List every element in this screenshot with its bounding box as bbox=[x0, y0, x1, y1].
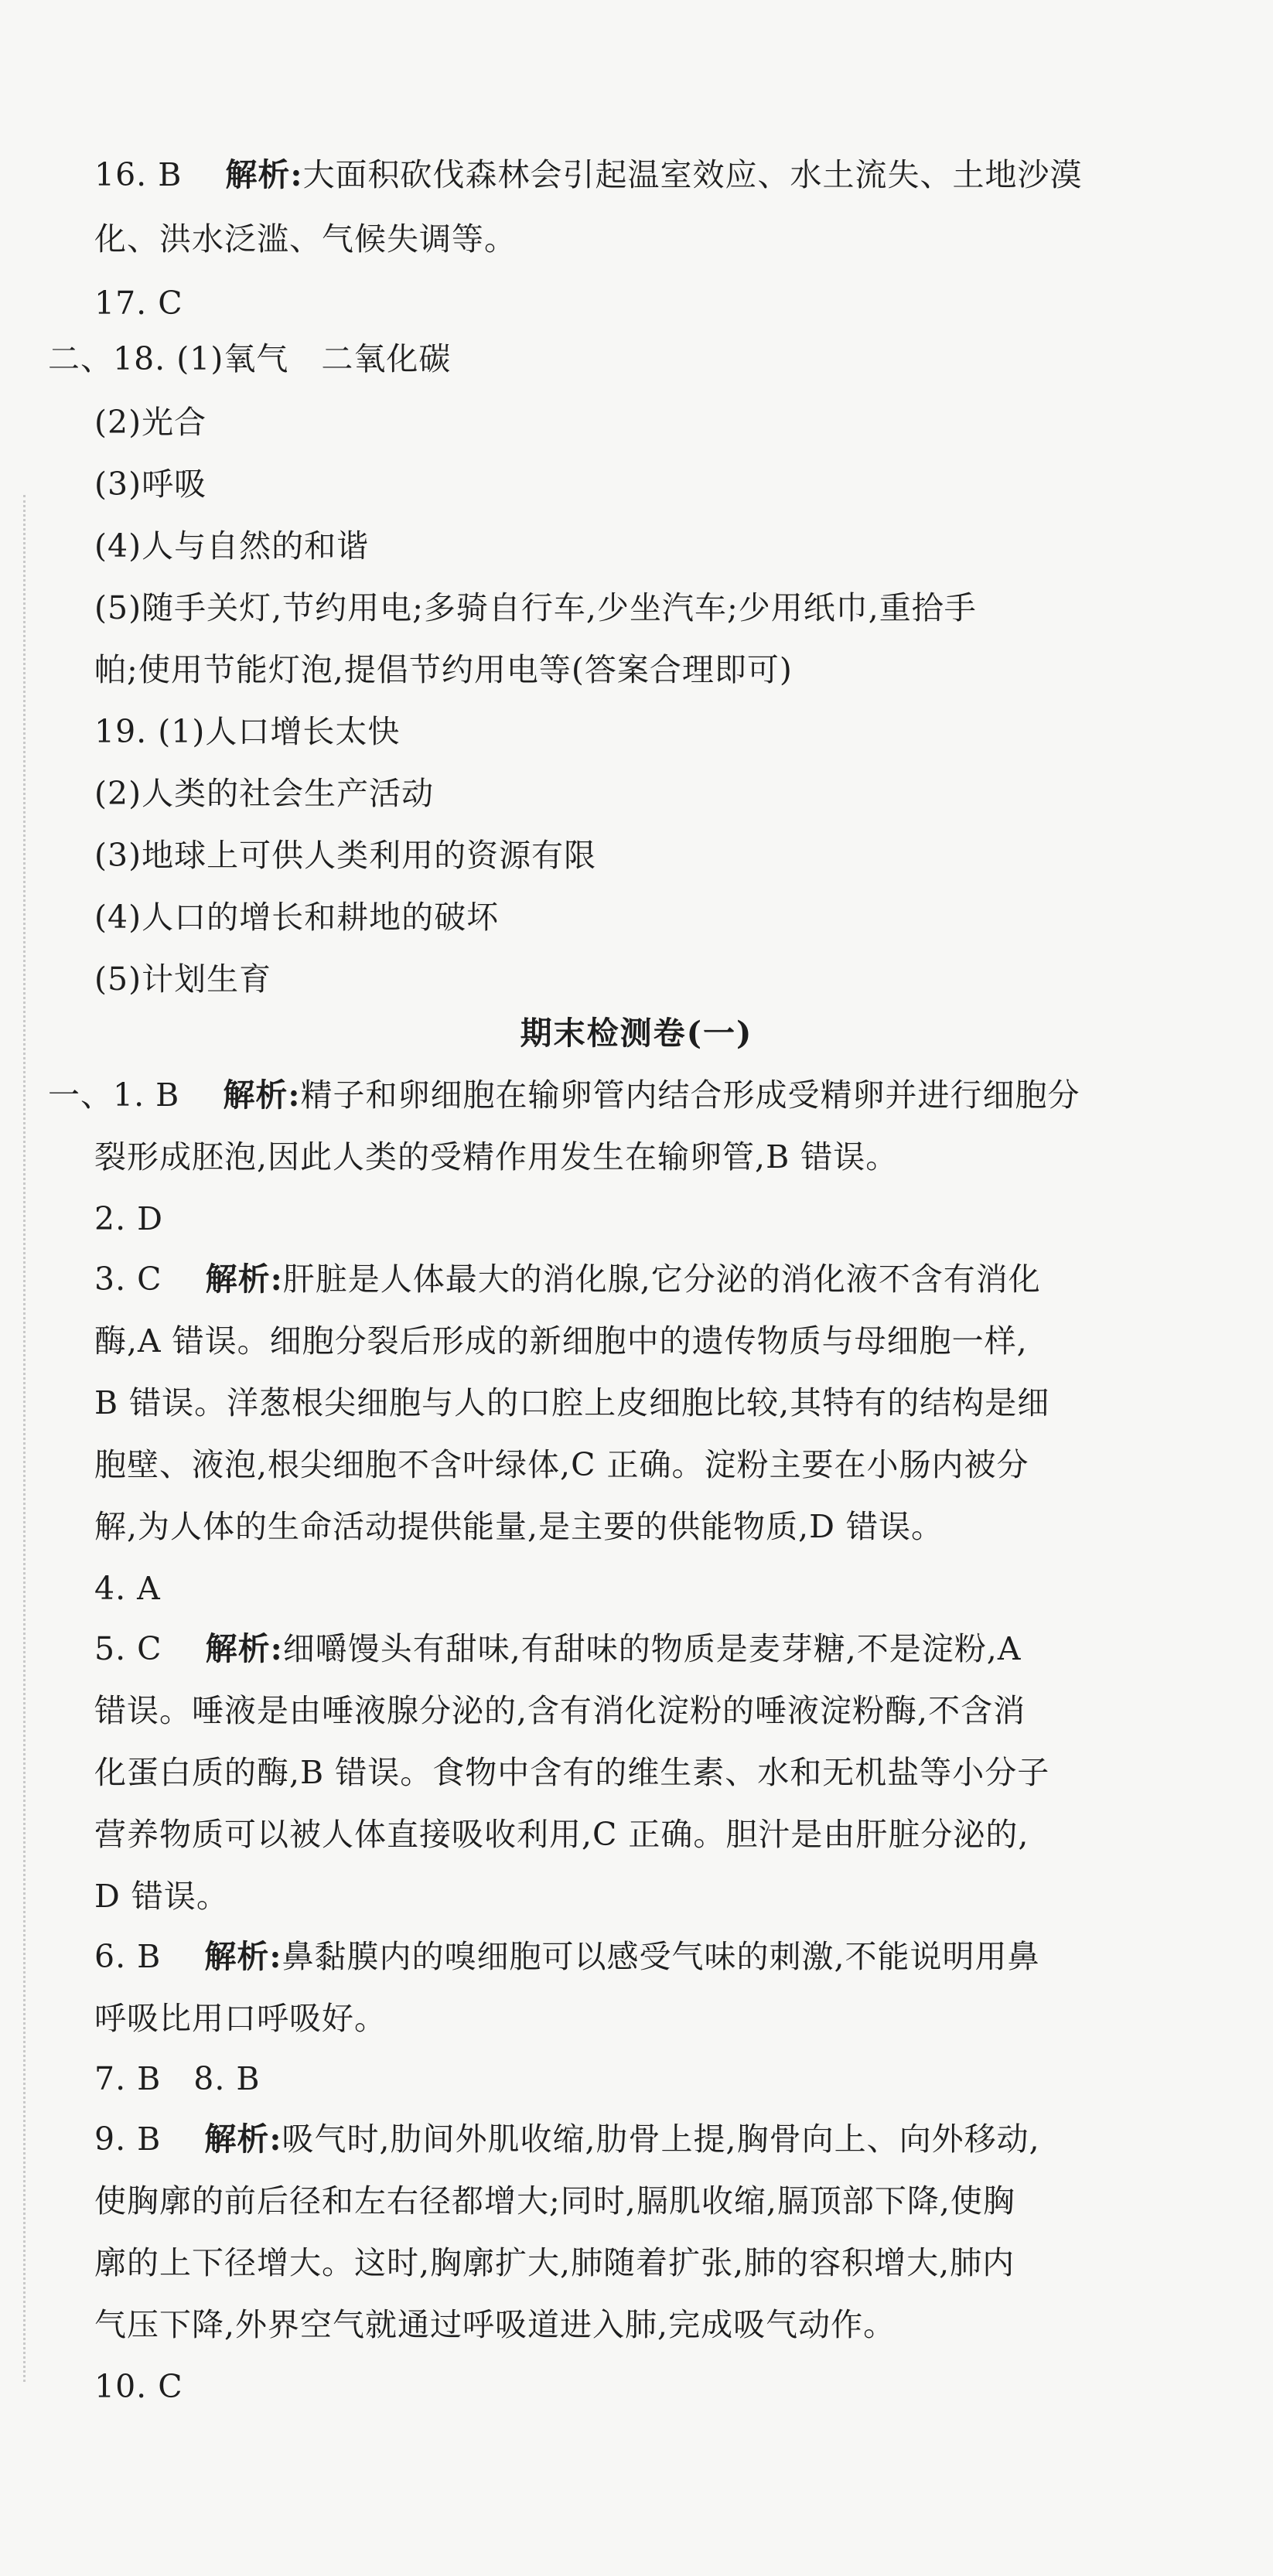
answer-text: (5)计划生育 bbox=[94, 960, 272, 998]
analysis-label: 解析: bbox=[205, 1261, 283, 1298]
answer-19-5 bbox=[94, 959, 271, 999]
answer-5-cont-3 bbox=[94, 1814, 1029, 1854]
answer-2 bbox=[94, 1199, 163, 1239]
answer-19-1 bbox=[94, 711, 400, 752]
answer-text: 帕;使用节能灯泡,提倡节约用电等(答案合理即可) bbox=[94, 651, 793, 688]
analysis-text: 化、洪水泛滥、气候失调等。 bbox=[94, 220, 517, 258]
answer-16 bbox=[94, 155, 1083, 195]
analysis-label: 解析: bbox=[223, 1076, 301, 1114]
answer-18-5 bbox=[94, 588, 977, 628]
analysis-text: 营养物质可以被人体直接吸收利用,C 正确。胆汁是由肝脏分泌的, bbox=[94, 1816, 1029, 1853]
answer-text: (2)光合 bbox=[94, 404, 207, 441]
answer-19-2 bbox=[94, 773, 434, 814]
answer-18-1 bbox=[48, 339, 451, 379]
answer-number: 10. C bbox=[94, 2368, 183, 2405]
answer-text: (3)呼吸 bbox=[94, 466, 207, 503]
answer-17 bbox=[94, 283, 183, 323]
analysis-label: 解析: bbox=[204, 1938, 282, 1975]
analysis-text: 大面积砍伐森林会引起温室效应、水土流失、土地沙漠 bbox=[302, 156, 1083, 193]
analysis-text: 解,为人体的生命活动提供能量,是主要的供能物质,D 错误。 bbox=[94, 1508, 944, 1545]
answer-number: 17. C bbox=[94, 285, 183, 322]
analysis-text: 酶,A 错误。细胞分裂后形成的新细胞中的遗传物质与母细胞一样, bbox=[94, 1322, 1028, 1360]
answer-9-cont-1 bbox=[94, 2181, 1015, 2221]
answer-3-cont-2 bbox=[94, 1383, 1049, 1423]
answer-9 bbox=[94, 2119, 1040, 2159]
answer-19-3 bbox=[94, 835, 596, 875]
answer-number: 4. A bbox=[94, 1570, 161, 1607]
answer-text: (2)人类的社会生产活动 bbox=[94, 775, 435, 812]
answer-9-cont-3 bbox=[94, 2305, 896, 2345]
answer-5-cont-4 bbox=[94, 1876, 229, 1916]
answer-number: 9. B bbox=[94, 2121, 162, 2158]
analysis-label: 解析: bbox=[204, 2121, 282, 2158]
binding-margin-dots bbox=[23, 495, 26, 2382]
answer-10 bbox=[94, 2366, 183, 2407]
answer-7-8 bbox=[94, 2059, 261, 2099]
analysis-text: D 错误。 bbox=[94, 1878, 229, 1915]
answer-19-4 bbox=[94, 897, 499, 937]
section-title: 期末检测卷(一) bbox=[520, 1015, 753, 1052]
answer-1 bbox=[48, 1075, 1080, 1115]
answer-number: 2. D bbox=[94, 1200, 164, 1237]
answer-6 bbox=[94, 1936, 1040, 1977]
answer-5-cont-1 bbox=[94, 1691, 1026, 1731]
answer-number: 19. (1) bbox=[94, 713, 206, 750]
analysis-text: 吸气时,肋间外肌收缩,肋骨上提,胸骨向上、向外移动, bbox=[282, 2121, 1040, 2158]
analysis-text: 胞壁、液泡,根尖细胞不含叶绿体,C 正确。淀粉主要在小肠内被分 bbox=[94, 1446, 1029, 1483]
analysis-label: 解析: bbox=[225, 156, 303, 193]
answer-3-cont-3 bbox=[94, 1445, 1029, 1485]
answer-text: 氧气 二氧化碳 bbox=[224, 340, 452, 377]
answer-number: 6. B bbox=[94, 1938, 162, 1975]
answer-3-cont-4 bbox=[94, 1506, 944, 1547]
analysis-text: 使胸廓的前后径和左右径都增大;同时,膈肌收缩,膈顶部下降,使胸 bbox=[94, 2182, 1015, 2219]
analysis-text: B 错误。洋葱根尖细胞与人的口腔上皮细胞比较,其特有的结构是细 bbox=[94, 1384, 1050, 1421]
analysis-text: 肝脏是人体最大的消化腺,它分泌的消化液不含有消化 bbox=[282, 1261, 1041, 1298]
answer-1-cont bbox=[94, 1137, 898, 1177]
answer-text: (4)人口的增长和耕地的破坏 bbox=[94, 899, 500, 936]
analysis-text: 裂形成胚泡,因此人类的受精作用发生在输卵管,B 错误。 bbox=[94, 1138, 899, 1175]
answer-6-cont bbox=[94, 1998, 387, 2039]
answer-18-4 bbox=[94, 526, 369, 566]
analysis-text: 化蛋白质的酶,B 错误。食物中含有的维生素、水和无机盐等小分子 bbox=[94, 1754, 1050, 1791]
answer-text: 人口增长太快 bbox=[205, 713, 401, 750]
answer-number: 16. B bbox=[94, 156, 183, 193]
analysis-text: 错误。唾液是由唾液腺分泌的,含有消化淀粉的唾液淀粉酶,不含消 bbox=[94, 1692, 1026, 1729]
analysis-text: 鼻黏膜内的嗅细胞可以感受气味的刺激,不能说明用鼻 bbox=[282, 1938, 1040, 1975]
analysis-text: 气压下降,外界空气就通过呼吸道进入肺,完成吸气动作。 bbox=[94, 2306, 896, 2343]
answer-4 bbox=[94, 1568, 161, 1609]
answer-9-cont-2 bbox=[94, 2243, 1015, 2283]
answer-number: 3. C bbox=[94, 1261, 162, 1298]
answer-number: 二、18. (1) bbox=[48, 340, 224, 377]
answer-number: 7. B 8. B bbox=[94, 2060, 261, 2097]
answer-3 bbox=[94, 1259, 1041, 1299]
analysis-text: 细嚼馒头有甜味,有甜味的物质是麦芽糖,不是淀粉,A bbox=[282, 1630, 1022, 1667]
answer-5-cont-2 bbox=[94, 1752, 1049, 1793]
answer-text: (5)随手关灯,节约用电;多骑自行车,少坐汽车;少用纸巾,重拾手 bbox=[94, 589, 977, 626]
answer-text: (3)地球上可供人类利用的资源有限 bbox=[94, 837, 597, 874]
analysis-text: 精子和卵细胞在输卵管内结合形成受精卵并进行细胞分 bbox=[300, 1076, 1080, 1114]
answer-16-cont bbox=[94, 219, 517, 259]
answer-18-3 bbox=[94, 464, 206, 504]
answer-5 bbox=[94, 1629, 1021, 1669]
answer-18-2 bbox=[94, 402, 206, 442]
answer-number: 5. C bbox=[94, 1630, 162, 1667]
answer-number: 一、1. B bbox=[48, 1076, 180, 1114]
answer-18-5-cont bbox=[94, 650, 793, 690]
analysis-label: 解析: bbox=[205, 1630, 283, 1667]
answer-text: (4)人与自然的和谐 bbox=[94, 527, 370, 565]
answer-3-cont-1 bbox=[94, 1321, 1028, 1361]
analysis-text: 廓的上下径增大。这时,胸廓扩大,肺随着扩张,肺的容积增大,肺内 bbox=[94, 2244, 1015, 2281]
analysis-text: 呼吸比用口呼吸好。 bbox=[94, 2000, 387, 2037]
